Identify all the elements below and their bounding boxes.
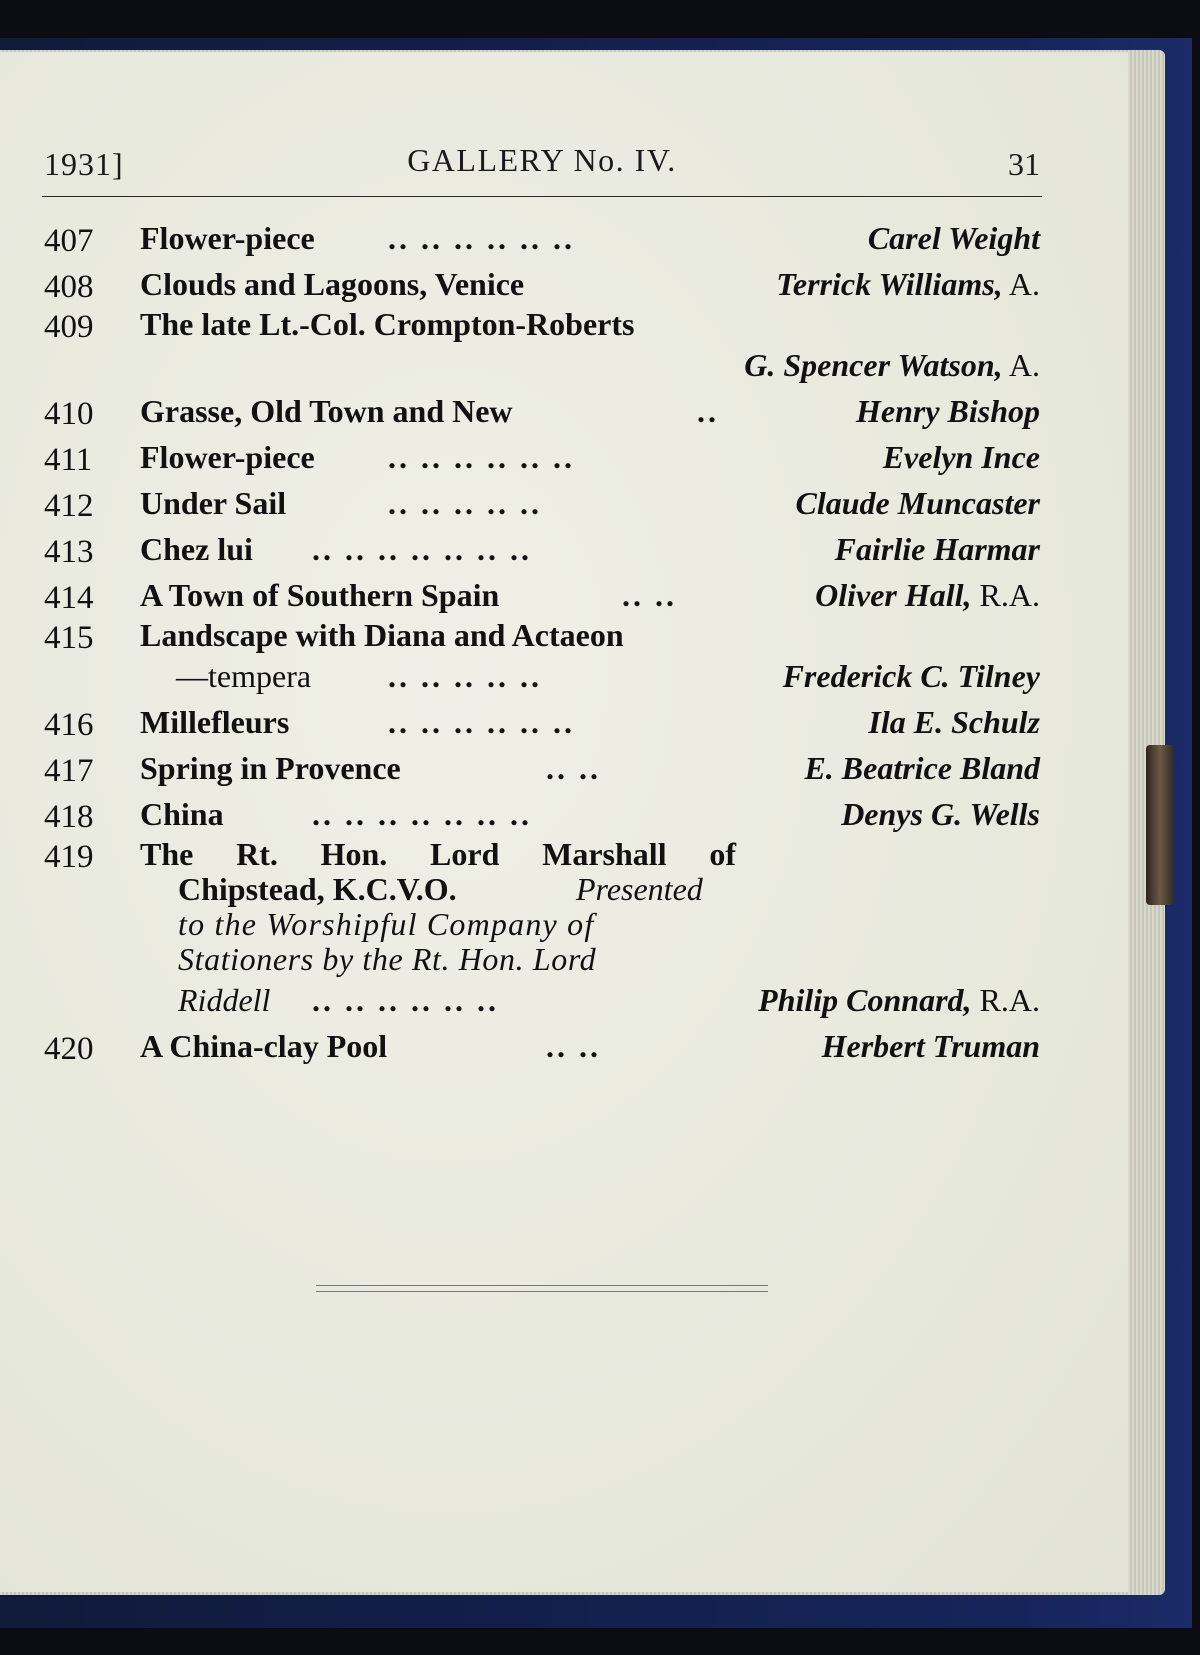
artist-name: G. Spencer Watson, — [744, 347, 1003, 383]
entry-title: Under Sail — [140, 485, 287, 521]
catalogue-entry-411 — [44, 434, 1040, 480]
catalogue-entry-409 — [44, 307, 1040, 388]
entry-title: A China-clay Pool — [140, 1028, 388, 1064]
entry-artist — [815, 572, 1040, 618]
entry-number: 419 — [44, 839, 94, 875]
entry-leader-dots: .. .. .. .. .. — [388, 658, 542, 694]
entry-leader-dots: .. .. .. .. .. .. — [388, 439, 575, 475]
entry-number: 411 — [44, 442, 93, 478]
presentation-note-start: Presented — [576, 871, 703, 907]
entry-leader-dots: .. .. .. .. .. — [388, 485, 542, 521]
entry-title: China — [140, 796, 224, 832]
entry-leader-dots: .. .. .. .. .. .. — [312, 982, 499, 1018]
entry-leader-dots: .. .. .. .. .. .. .. — [312, 531, 532, 567]
artist-suffix: R.A. — [971, 982, 1040, 1018]
entry-number: 407 — [44, 223, 94, 259]
section-end-rule — [316, 1285, 768, 1292]
title-word: The — [140, 836, 194, 872]
entry-artist — [883, 434, 1040, 480]
artist-name: Henry Bishop — [855, 393, 1040, 429]
entry-artist — [783, 653, 1040, 699]
artist-name: Claude Muncaster — [795, 485, 1040, 521]
artist-name: Carel Weight — [867, 220, 1040, 256]
entry-artist — [868, 215, 1040, 261]
catalogue-entry-417 — [44, 745, 1040, 791]
artist-name: Oliver Hall, — [815, 577, 972, 613]
artist-name: E. Beatrice Bland — [804, 750, 1040, 786]
entry-number: 417 — [44, 753, 94, 789]
entry-artist — [796, 480, 1040, 526]
entry-title: Millefleurs — [140, 704, 290, 740]
catalogue-entry-413 — [44, 526, 1040, 572]
artist-name: Philip Connard, — [758, 982, 972, 1018]
entry-title-line-1 — [140, 837, 736, 872]
book-clasp — [1146, 745, 1174, 905]
catalogue-entry-415 — [44, 618, 1040, 699]
entry-title: Flower-piece — [140, 439, 315, 475]
artist-suffix: R.A. — [971, 577, 1040, 613]
catalogue-entries — [44, 215, 1040, 1069]
entry-number: 414 — [44, 580, 94, 616]
presentation-note-line-4: Stationers by the Rt. Hon. Lord — [178, 941, 597, 977]
catalogue-entry-408 — [44, 261, 1040, 307]
artist-suffix: A. — [1002, 266, 1040, 302]
entry-title: Chez lui — [140, 531, 253, 567]
entry-title: Spring in Provence — [140, 750, 401, 786]
entry-number: 409 — [44, 309, 94, 345]
entry-artist — [804, 745, 1040, 791]
entry-medium: —tempera — [176, 658, 312, 694]
entry-leader-dots: .. — [697, 393, 719, 429]
entry-title: Landscape with Diana and Actaeon — [140, 617, 624, 653]
entry-artist — [758, 977, 1040, 1023]
catalogue-entry-410 — [44, 388, 1040, 434]
sitter-name: Chipstead, K.C.V.O. — [178, 871, 457, 907]
artist-name: Frederick C. Tilney — [782, 658, 1040, 694]
presentation-note-line-5: Riddell — [178, 982, 271, 1018]
entry-number: 416 — [44, 707, 94, 743]
entry-number: 412 — [44, 488, 94, 524]
entry-artist — [822, 1023, 1040, 1069]
entry-title: The late Lt.-Col. Crompton-Roberts — [140, 306, 635, 342]
running-header — [44, 140, 1040, 190]
header-rule — [42, 196, 1042, 197]
artist-name: Fairlie Harmar — [834, 531, 1040, 567]
entry-leader-dots: .. .. — [546, 1028, 601, 1064]
entry-title-line-2 — [178, 872, 457, 907]
entry-artist — [776, 261, 1040, 307]
entry-artist — [868, 699, 1040, 745]
entry-number: 418 — [44, 799, 94, 835]
entry-title: Flower-piece — [140, 220, 315, 256]
entry-title: A Town of Southern Spain — [140, 577, 500, 613]
catalogue-entry-407 — [44, 215, 1040, 261]
artist-name: Herbert Truman — [821, 1028, 1040, 1064]
entry-number: 410 — [44, 396, 94, 432]
title-word: Hon. — [320, 836, 388, 872]
catalogue-entry-412 — [44, 480, 1040, 526]
presentation-note-line-3: to the Worshipful Company of — [178, 906, 595, 942]
artist-name: Ila E. Schulz — [868, 704, 1040, 740]
entry-artist — [841, 791, 1040, 837]
entry-artist — [744, 342, 1040, 388]
entry-artist — [856, 388, 1040, 434]
catalogue-entry-416 — [44, 699, 1040, 745]
artist-name: Terrick Williams, — [776, 266, 1003, 302]
entry-number: 415 — [44, 620, 94, 656]
entry-title: Grasse, Old Town and New — [140, 393, 513, 429]
header-year: 1931] — [44, 146, 124, 182]
title-word: Lord — [430, 836, 500, 872]
entry-leader-dots: .. .. .. .. .. .. — [388, 220, 575, 256]
catalogue-entry-418 — [44, 791, 1040, 837]
entry-number: 413 — [44, 534, 94, 570]
catalogue-entry-414 — [44, 572, 1040, 618]
title-word: Rt. — [236, 836, 278, 872]
entry-leader-dots: .. .. .. .. .. .. — [388, 704, 575, 740]
header-page-number: 31 — [1008, 146, 1040, 182]
catalogue-entry-419 — [44, 837, 1040, 1023]
entry-title: Clouds and Lagoons, Venice — [140, 266, 525, 302]
header-title: GALLERY No. IV. — [407, 142, 677, 178]
entry-number: 420 — [44, 1031, 94, 1067]
artist-name: Evelyn Ince — [882, 439, 1040, 475]
entry-leader-dots: .. .. — [622, 577, 677, 613]
entry-number: 408 — [44, 269, 94, 305]
title-word: of — [709, 836, 736, 872]
title-word: Marshall — [542, 836, 667, 872]
catalogue-entry-420 — [44, 1023, 1040, 1069]
entry-leader-dots: .. .. — [546, 750, 601, 786]
entry-artist — [835, 526, 1040, 572]
entry-leader-dots: .. .. .. .. .. .. .. — [312, 796, 532, 832]
artist-suffix: A. — [1002, 347, 1040, 383]
artist-name: Denys G. Wells — [841, 796, 1040, 832]
